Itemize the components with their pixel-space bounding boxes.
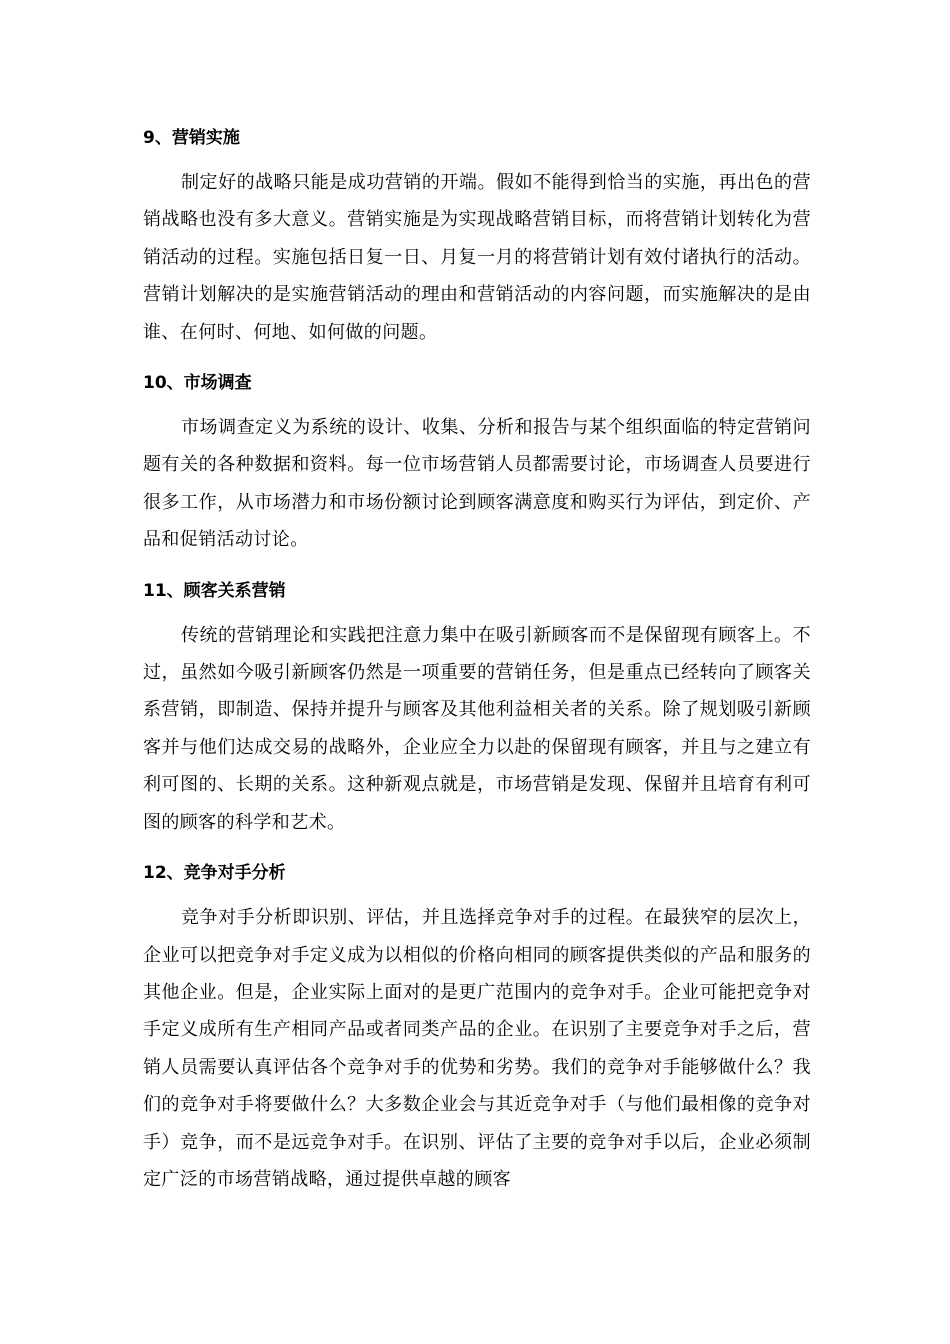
section-paragraph: 竞争对手分析即识别、评估，并且选择竞争对手的过程。在最狭窄的层次上，企业可以把竞争对手定义成为以相似的价格向相同的顾客提供类似的产品和服务的其他企业。但是，企业实际上面对的是更广范围内的竞争对手。企业可能把竞争对手定义成所有生产相同产品或者同类产品的企业。在识别了主要竞争对手之后，营销人员需要认真评估各个竞争对手的优势和劣势。我们的竞争对手能够做什么？我们的竞争对手将要做什么？大多数企业会与其近竞争对手（与他们最相像的竞争对手）竞争，而不是远竞争对手。在识别、评估了主要的竞争对手以后，企业必须制定广泛的市场营销战略，通过提供卓越的顾客 (143, 907, 811, 1190)
section-competitor-analysis (143, 853, 811, 1198)
section-heading: 10、市场调查 (143, 373, 252, 394)
section-paragraph: 传统的营销理论和实践把注意力集中在吸引新顾客而不是保留现有顾客上。不过，虽然如今吸引新顾客仍然是一项重要的营销任务，但是重点已经转向了顾客关系营销，即制造、保持并提升与顾客及其他利益相关者的关系。除了规划吸引新顾客并与他们达成交易的战略外，企业应全力以赴的保留现有顾客，并且与之建立有利可图的、长期的关系。这种新观点就是，市场营销是发现、保留并且培育有利可图的顾客的科学和艺术。 (143, 624, 811, 833)
section-customer-relationship-marketing (143, 571, 811, 841)
section-paragraph: 市场调查定义为系统的设计、收集、分析和报告与某个组织面临的特定营销问题有关的各种数据和资料。每一位市场营销人员都需要讨论，市场调查人员要进行很多工作，从市场潜力和市场份额讨论到顾客满意度和购买行为评估，到定价、产品和促销活动讨论。 (143, 417, 811, 551)
section-marketing-implementation (143, 118, 811, 351)
section-market-research (143, 363, 811, 559)
section-paragraph: 制定好的战略只能是成功营销的开端。假如不能得到恰当的实施，再出色的营销战略也没有多大意义。营销实施是为实现战略营销目标，而将营销计划转化为营销活动的过程。实施包括日复一日、月复一月的将营销计划有效付诸执行的活动。营销计划解决的是实施营销活动的理由和营销活动的内容问题，而实施解决的是由谁、在何时、何地、如何做的问题。 (143, 172, 811, 343)
section-heading: 9、营销实施 (143, 128, 240, 148)
document-body (143, 118, 811, 1210)
section-heading: 12、竞争对手分析 (143, 863, 286, 884)
section-heading: 11、顾客关系营销 (143, 580, 286, 601)
